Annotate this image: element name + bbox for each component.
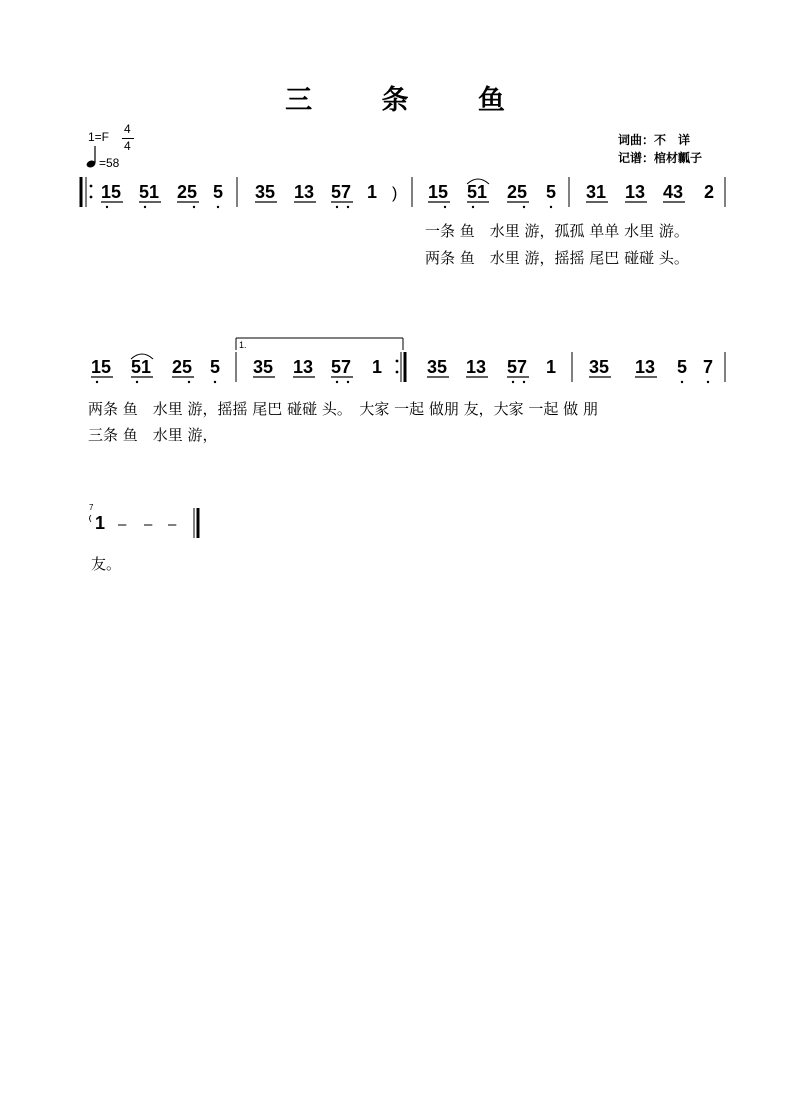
note-pair: 13 bbox=[294, 182, 315, 202]
note-pair: 13 bbox=[466, 357, 487, 377]
low-dot bbox=[444, 206, 446, 208]
note-pair: 35 bbox=[255, 182, 276, 202]
note-pair: 13 bbox=[293, 357, 314, 377]
repeat-dot bbox=[90, 185, 93, 188]
low-dot bbox=[336, 206, 338, 208]
song-title: 三 条 鱼 bbox=[285, 85, 535, 116]
key-signature: 1=F bbox=[88, 130, 110, 144]
lyrics-row1-verse1: 一条 鱼 水里 游，孤孤 单单 水里 游。 bbox=[425, 222, 689, 240]
note-pair: 25 bbox=[507, 182, 528, 202]
note-pair: 57 bbox=[331, 357, 352, 377]
lyrics-row2-verse1: 两条 鱼 水里 游，摇摇 尾巴 碰碰 头。 大家 一起 做朋 友，大家 一起 做 朋 bbox=[88, 400, 598, 418]
low-dot bbox=[347, 206, 349, 208]
note-pair: 35 bbox=[253, 357, 274, 377]
note-pair: 57 bbox=[331, 182, 352, 202]
note: 1 bbox=[95, 513, 106, 533]
low-dot bbox=[523, 381, 525, 383]
note-pair: 15 bbox=[101, 182, 122, 202]
time-sig-bottom: 4 bbox=[124, 139, 131, 153]
note: 5 bbox=[677, 357, 688, 377]
note-pair: 25 bbox=[177, 182, 198, 202]
note-pair: 15 bbox=[428, 182, 449, 202]
note: 5 bbox=[210, 357, 221, 377]
tempo-mark: =58 bbox=[99, 156, 120, 170]
quarter-note-icon bbox=[86, 144, 100, 170]
volta-number: 1. bbox=[239, 340, 247, 350]
low-dot bbox=[512, 381, 514, 383]
low-dot bbox=[550, 206, 552, 208]
low-dot bbox=[106, 206, 108, 208]
note: 7 bbox=[703, 357, 714, 377]
low-dot bbox=[681, 381, 683, 383]
note-pair: 25 bbox=[172, 357, 193, 377]
dash: – bbox=[118, 516, 127, 533]
lyrics-row2-verse2: 三条 鱼 水里 游， bbox=[88, 426, 218, 444]
low-dot bbox=[214, 381, 216, 383]
credit-transcriber: 记谱：棺材瓤子 bbox=[618, 151, 703, 165]
note-pair: 43 bbox=[663, 182, 684, 202]
staff-row-1 bbox=[0, 170, 790, 220]
repeat-dot bbox=[396, 371, 399, 374]
note: 1 bbox=[367, 182, 378, 202]
note: 5 bbox=[546, 182, 557, 202]
low-dot bbox=[144, 206, 146, 208]
bracket: ) bbox=[392, 185, 398, 202]
note: 1 bbox=[372, 357, 383, 377]
note: 5 bbox=[213, 182, 224, 202]
low-dot bbox=[193, 206, 195, 208]
note: 2 bbox=[704, 182, 715, 202]
note-pair: 51 bbox=[139, 182, 160, 202]
dash: – bbox=[144, 516, 153, 533]
note-pair: 35 bbox=[427, 357, 448, 377]
lyrics-row1-verse2: 两条 鱼 水里 游，摇摇 尾巴 碰碰 头。 bbox=[425, 249, 689, 267]
note-pair: 35 bbox=[589, 357, 610, 377]
credit-words-music: 词曲：不 详 bbox=[618, 133, 691, 147]
note-pair: 57 bbox=[507, 357, 528, 377]
repeat-dot bbox=[396, 360, 399, 363]
note: 1 bbox=[546, 357, 557, 377]
low-dot bbox=[188, 381, 190, 383]
note-pair: 51 bbox=[467, 182, 488, 202]
low-dot bbox=[136, 381, 138, 383]
note-pair: 51 bbox=[131, 357, 152, 377]
lyrics-row3: 友。 bbox=[91, 555, 122, 573]
note-pair: 13 bbox=[625, 182, 646, 202]
low-dot bbox=[96, 381, 98, 383]
low-dot bbox=[336, 381, 338, 383]
low-dot bbox=[217, 206, 219, 208]
grace-slur bbox=[90, 515, 92, 522]
note-pair: 15 bbox=[91, 357, 112, 377]
time-sig-top: 4 bbox=[124, 122, 131, 136]
low-dot bbox=[347, 381, 349, 383]
staff-row-2 bbox=[0, 330, 790, 390]
low-dot bbox=[472, 206, 474, 208]
staff-row-3 bbox=[0, 498, 260, 548]
note-pair: 31 bbox=[586, 182, 607, 202]
grace-note: 7 bbox=[89, 503, 94, 512]
low-dot bbox=[707, 381, 709, 383]
note-pair: 13 bbox=[635, 357, 656, 377]
dash: – bbox=[168, 516, 177, 533]
low-dot bbox=[523, 206, 525, 208]
repeat-dot bbox=[90, 196, 93, 199]
